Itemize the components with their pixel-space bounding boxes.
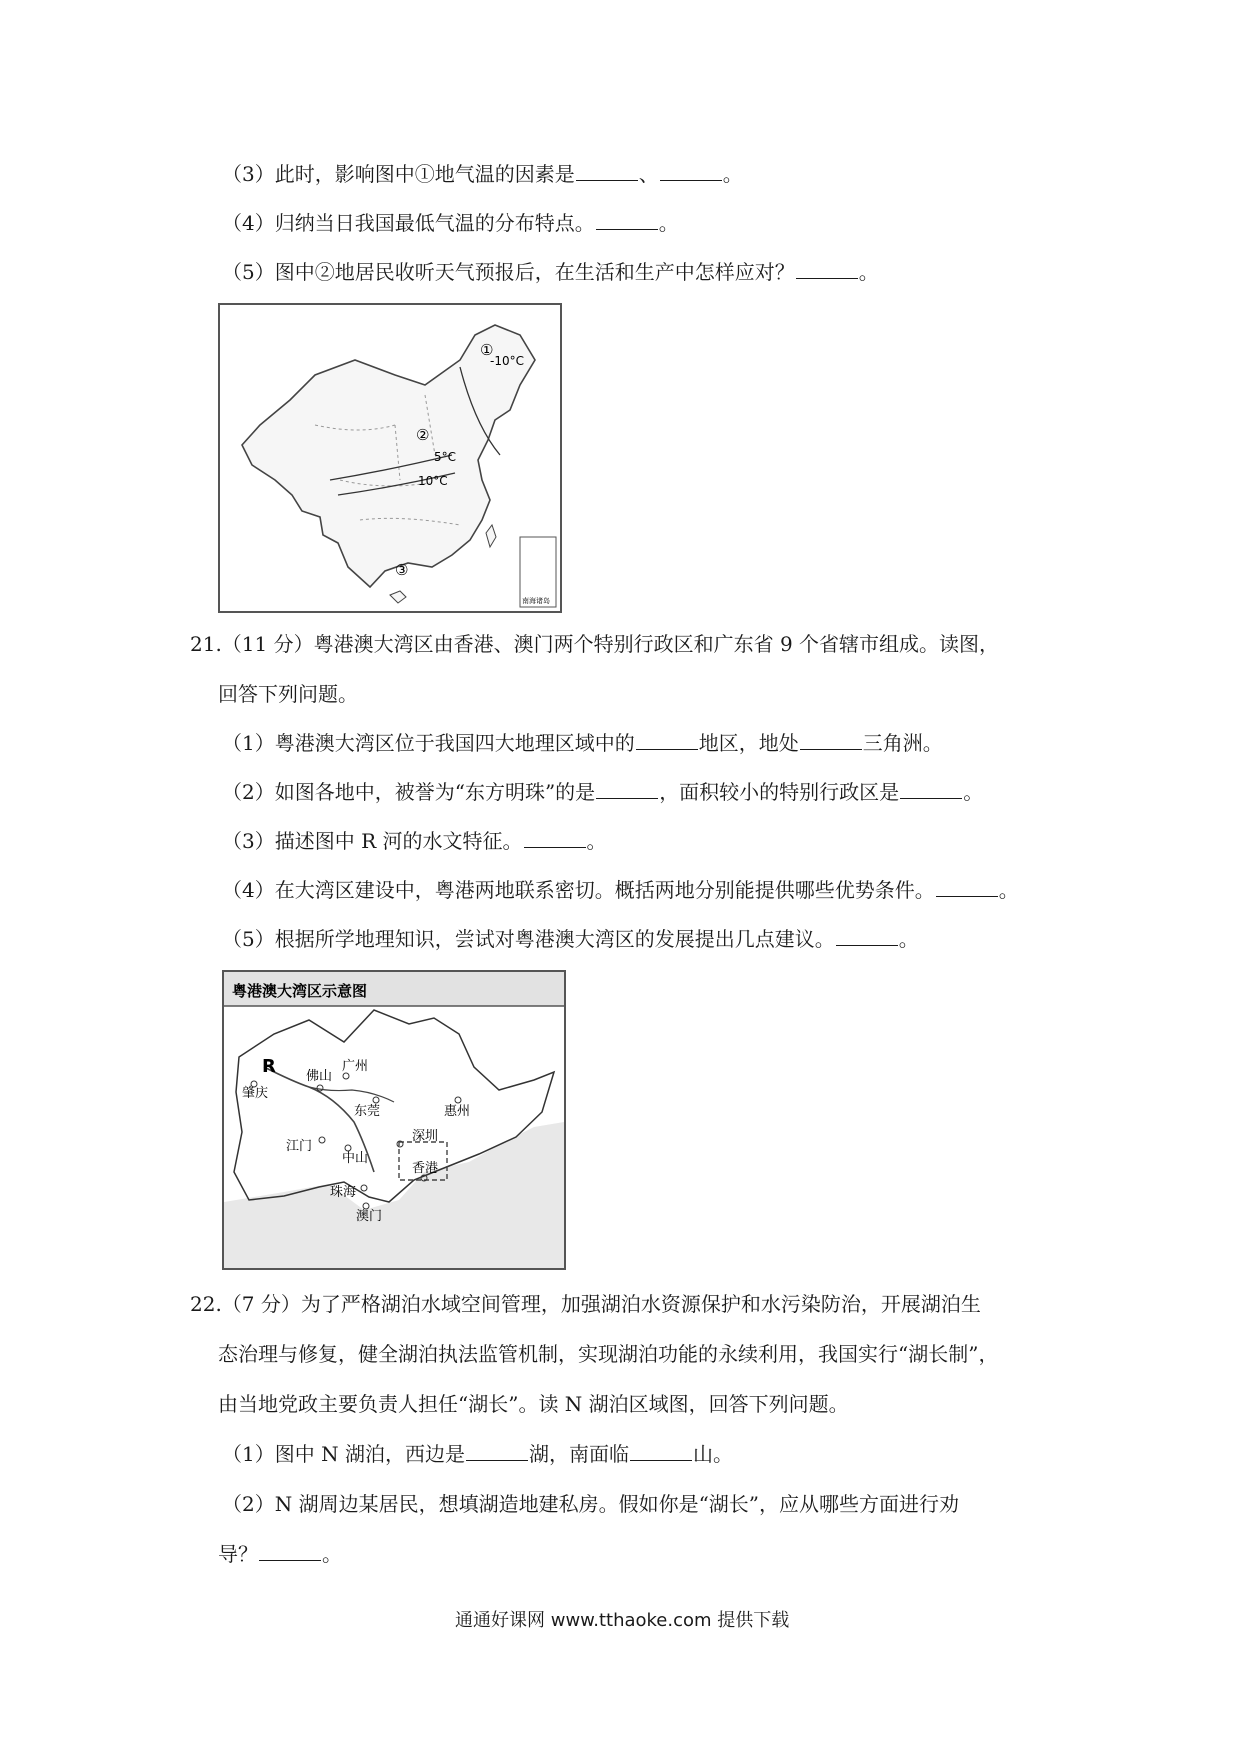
q22-intro-line1: 22.（7 分）为了严格湖泊水域空间管理，加强湖泊水资源保护和水污染防治，开展湖泊生 xyxy=(190,1292,981,1316)
q22-sub2-line2: 导？ 。 xyxy=(218,1542,342,1566)
marker-2: ② xyxy=(416,426,430,444)
answer-blank[interactable] xyxy=(524,827,586,848)
answer-blank[interactable] xyxy=(576,160,638,181)
city-guangzhou: 广州 xyxy=(342,1059,369,1074)
map-title: 粤港澳大湾区示意图 xyxy=(232,982,368,1000)
city-zhuhai: 珠海 xyxy=(330,1185,357,1200)
city-huizhou: 惠州 xyxy=(444,1104,471,1119)
marker-3: ③ xyxy=(395,561,409,579)
city-jiangmen: 江门 xyxy=(286,1139,313,1154)
city-marker xyxy=(373,1097,379,1103)
sea-area xyxy=(224,1122,564,1268)
answer-blank[interactable] xyxy=(796,258,858,279)
city-marker xyxy=(455,1097,461,1103)
answer-blank[interactable] xyxy=(900,778,962,799)
q22-intro-line2: 态治理与修复，健全湖泊执法监管机制，实现湖泊功能的永续利用，我国实行“湖长制”， xyxy=(218,1342,999,1366)
china-map-figure xyxy=(220,305,560,611)
q21-intro-line1: 21.（11 分）粤港澳大湾区由香港、澳门两个特别行政区和广东省 9 个省辖市组成。读图， xyxy=(190,632,1000,656)
answer-blank[interactable] xyxy=(800,729,862,750)
city-shenzhen: 深圳 xyxy=(412,1129,439,1144)
answer-blank[interactable] xyxy=(596,209,658,230)
city-dongguan: 东莞 xyxy=(354,1104,381,1119)
city-foshan: 佛山 xyxy=(306,1069,333,1084)
city-marker xyxy=(317,1085,323,1091)
inset-label: 南海诸岛 xyxy=(522,597,550,605)
isotherm-label-5: 5°C xyxy=(434,450,457,464)
q21-sub1: （1）粤港澳大湾区位于我国四大地理区域中的 地区，地处 三角洲。 xyxy=(222,731,943,755)
q20-sub5: （5）图中②地居民收听天气预报后，在生活和生产中怎样应对？ 。 xyxy=(222,260,879,284)
bay-area-map xyxy=(222,970,566,1270)
q21-sub2: （2）如图各地中，被誉为“东方明珠”的是 ，面积较小的特别行政区是 。 xyxy=(222,780,984,804)
q21-sub4: （4）在大湾区建设中，粤港两地联系密切。概括两地分别能提供哪些优势条件。 。 xyxy=(222,878,1019,902)
answer-blank[interactable] xyxy=(259,1540,321,1561)
taiwan-island xyxy=(486,525,496,547)
city-marker xyxy=(361,1185,367,1191)
answer-blank[interactable] xyxy=(636,729,698,750)
q21-sub5: （5）根据所学地理知识，尝试对粤港澳大湾区的发展提出几点建议。 。 xyxy=(222,927,919,951)
river-branch xyxy=(309,1087,394,1102)
china-temperature-map xyxy=(218,303,562,613)
answer-blank[interactable] xyxy=(596,778,658,799)
hainan-island xyxy=(390,591,406,603)
footer-download-note: 通通好课网 www.tthaoke.com 提供下载 xyxy=(455,1610,790,1631)
marker-1: ① xyxy=(480,341,494,359)
answer-blank[interactable] xyxy=(836,925,898,946)
q22-intro-line3: 由当地党政主要负责人担任“湖长”。读 N 湖泊区域图，回答下列问题。 xyxy=(218,1392,849,1416)
bay-area-figure xyxy=(224,972,564,1268)
isotherm-label-minus10: -10°C xyxy=(490,354,524,368)
city-zhaoqing: 肇庆 xyxy=(242,1086,269,1101)
q21-intro-line2: 回答下列问题。 xyxy=(218,682,358,706)
answer-blank[interactable] xyxy=(630,1440,692,1461)
answer-blank[interactable] xyxy=(466,1440,528,1461)
city-zhongshan: 中山 xyxy=(342,1151,369,1166)
answer-blank[interactable] xyxy=(660,160,722,181)
city-hongkong: 香港 xyxy=(412,1161,439,1176)
city-marker xyxy=(319,1137,325,1143)
q22-sub2-line1: （2）N 湖周边某居民，想填湖造地建私房。假如你是“湖长”，应从哪些方面进行劝 xyxy=(222,1492,960,1516)
q20-sub3: （3）此时，影响图中①地气温的因素是 、 。 xyxy=(222,162,743,186)
isotherm-label-10: 10°C xyxy=(418,474,448,488)
q22-sub1: （1）图中 N 湖泊，西边是 湖，南面临 山。 xyxy=(222,1442,733,1466)
river-label: R xyxy=(262,1056,276,1077)
q21-sub3: （3）描述图中 R 河的水文特征。 。 xyxy=(222,829,607,853)
q20-sub4: （4）归纳当日我国最低气温的分布特点。 。 xyxy=(222,211,679,235)
city-macau: 澳门 xyxy=(356,1209,383,1224)
answer-blank[interactable] xyxy=(936,876,998,897)
